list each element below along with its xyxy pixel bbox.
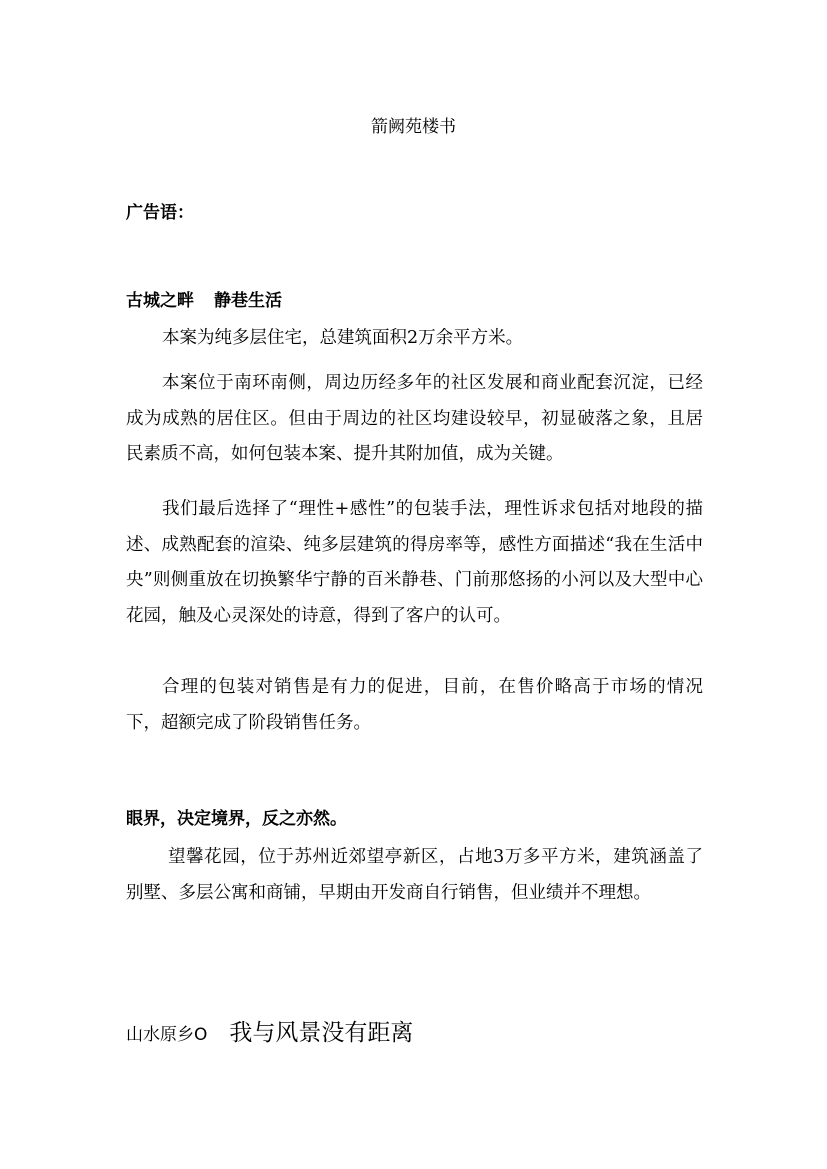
section1-paragraph-4: 合理的包装对销售是有力的促进，目前，在售价略高于市场的情况下，超额完成了阶段销售任务。: [126, 677, 703, 733]
section3-heading-large: 我与风景没有距离: [229, 1020, 414, 1046]
section2-paragraph-1: 望馨花园，位于苏州近郊望亭新区，占地3万多平方米，建筑涵盖了别墅、多层公寓和商铺，早期由开发商自行销售，但业绩并不理想。: [126, 847, 703, 903]
section3-heading: [126, 1014, 413, 1047]
section1-heading-left: 古城之畔: [126, 291, 194, 311]
section1-heading-right: 静巷生活: [214, 291, 282, 311]
section2-heading: 眼界，决定境界，反之亦然。: [126, 809, 347, 829]
document-title: 箭阙苑楼书: [371, 117, 456, 137]
section1-paragraph-3: 我们最后选择了“理性+感性”的包装手法，理性诉求包括对地段的描述、成熟配套的渲染、纯多层建筑的得房率等，感性方面描述“我在生活中央”则侧重放在切换繁华宁静的百米静巷、门前那悠扬的小河以及大型中心花园，触及心灵深处的诗意，得到了客户的认可。: [126, 499, 703, 626]
section1-paragraph-2: 本案位于南环南侧，周边历经多年的社区发展和商业配套沉淀，已经成为成熟的居住区。但由于周边的社区均建设较早，初显破落之象，且居民素质不高，如何包装本案、提升其附加值，成为关键。: [126, 373, 703, 464]
section1-heading: [126, 286, 282, 311]
section1-paragraph-1: 本案为纯多层住宅，总建筑面积2万余平方米。: [162, 328, 524, 348]
ad-label: 广告语：: [126, 203, 194, 223]
section3-heading-small: 山水原乡O: [126, 1025, 208, 1045]
